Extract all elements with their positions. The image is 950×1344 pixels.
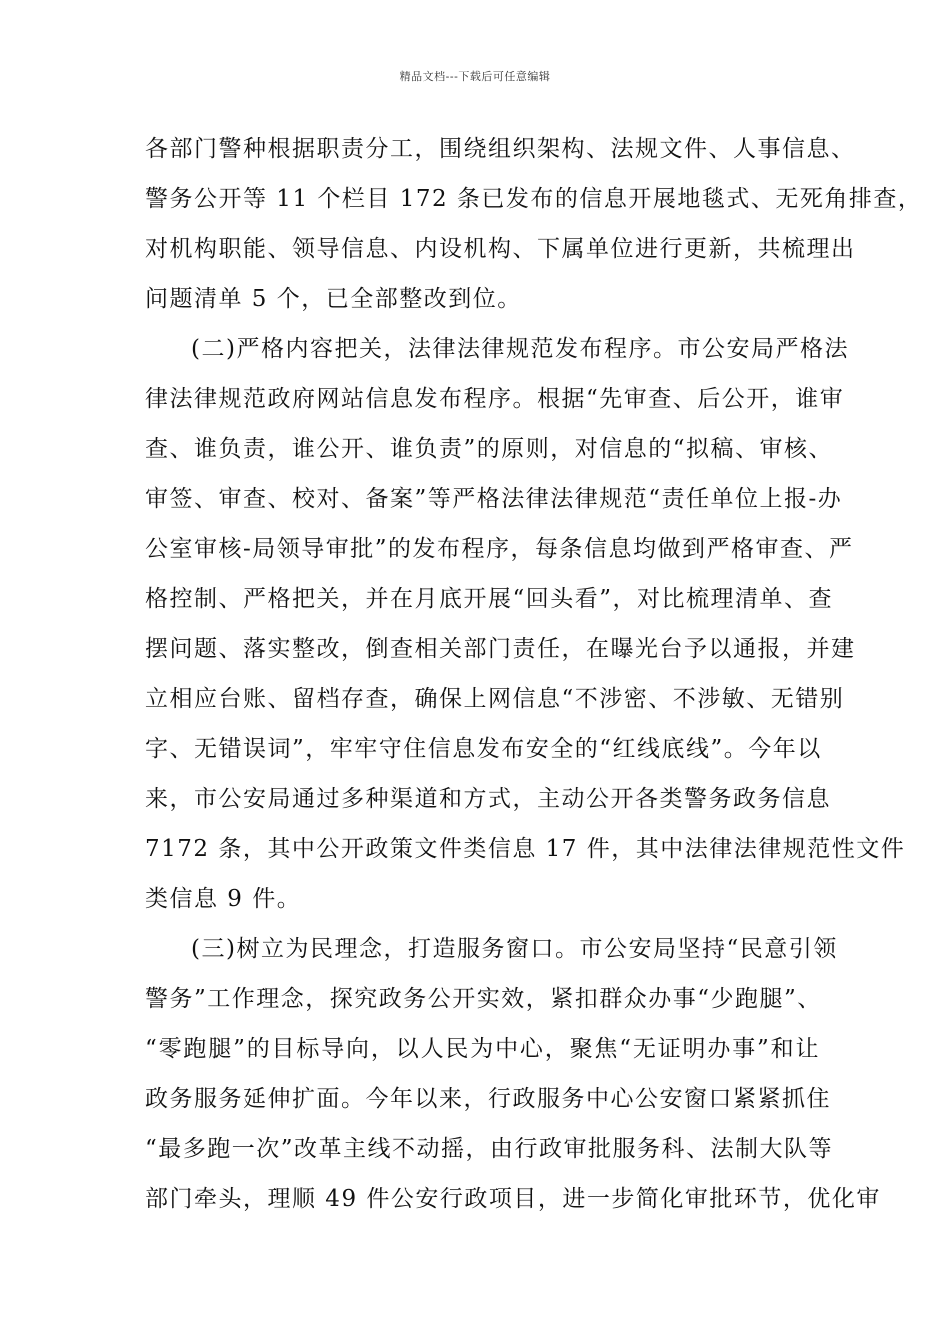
- text-line: 来，市公安局通过多种渠道和方式，主动公开各类警务政务信息: [145, 786, 831, 812]
- text-line: 字、无错误词”，牢牢守住信息发布安全的“红线底线”。今年以: [145, 736, 822, 762]
- text-line: (三)树立为民理念，打造服务窗口。市公安局坚持“民意引领: [191, 936, 838, 962]
- text-line: 警务”工作理念，探究政务公开实效，紧扣群众办事“少跑腿”、: [145, 986, 822, 1012]
- text-line: 对机构职能、领导信息、内设机构、下属单位进行更新，共梳理出: [145, 236, 856, 262]
- text-line: 各部门警种根据职责分工，围绕组织架构、法规文件、人事信息、: [145, 136, 856, 162]
- text-line: (二)严格内容把关，法律法律规范发布程序。市公安局严格法: [191, 336, 849, 362]
- text-line: 查、谁负责，谁公开、谁负责”的原则，对信息的“拟稿、审核、: [145, 436, 834, 462]
- text-line: “零跑腿”的目标导向，以人民为中心，聚焦“无证明办事”和让: [145, 1036, 820, 1062]
- paragraph-2: [145, 330, 906, 930]
- text-line: 律法律规范政府网站信息发布程序。根据“先审查、后公开，谁审: [145, 386, 845, 412]
- paragraph-3: [145, 930, 881, 1230]
- text-line: 警务公开等 11 个栏目 172 条已发布的信息开展地毯式、无死角排查，: [145, 186, 923, 212]
- document-body: [145, 130, 923, 1230]
- text-line: 类信息 9 件。: [145, 886, 302, 912]
- text-line: 审签、审查、校对、备案”等严格法律法律规范“责任单位上报-办: [145, 486, 843, 512]
- text-line: 部门牵头，理顺 49 件公安行政项目，进一步简化审批环节，优化审: [145, 1186, 881, 1212]
- text-line: 7172 条，其中公开政策文件类信息 17 件，其中法律法律规范性文件: [145, 836, 906, 862]
- paragraph-1: [145, 130, 923, 330]
- text-line: “最多跑一次”改革主线不动摇，由行政审批服务科、法制大队等: [145, 1136, 834, 1162]
- text-line: 格控制、严格把关，并在月底开展“回头看”，对比梳理清单、查: [145, 586, 834, 612]
- text-line: 立相应台账、留档存查，确保上网信息“不涉密、不涉敏、无错别: [145, 686, 845, 712]
- text-line: 公室审核-局领导审批”的发布程序，每条信息均做到严格审查、严: [145, 536, 854, 562]
- text-line: 政务服务延伸扩面。今年以来，行政服务中心公安窗口紧紧抓住: [145, 1086, 831, 1112]
- text-line: 摆问题、落实整改，倒查相关部门责任，在曝光台予以通报，并建: [145, 636, 856, 662]
- page-header: 精品文档---下载后可任意编辑: [399, 70, 551, 83]
- text-line: 问题清单 5 个，已全部整改到位。: [145, 286, 522, 312]
